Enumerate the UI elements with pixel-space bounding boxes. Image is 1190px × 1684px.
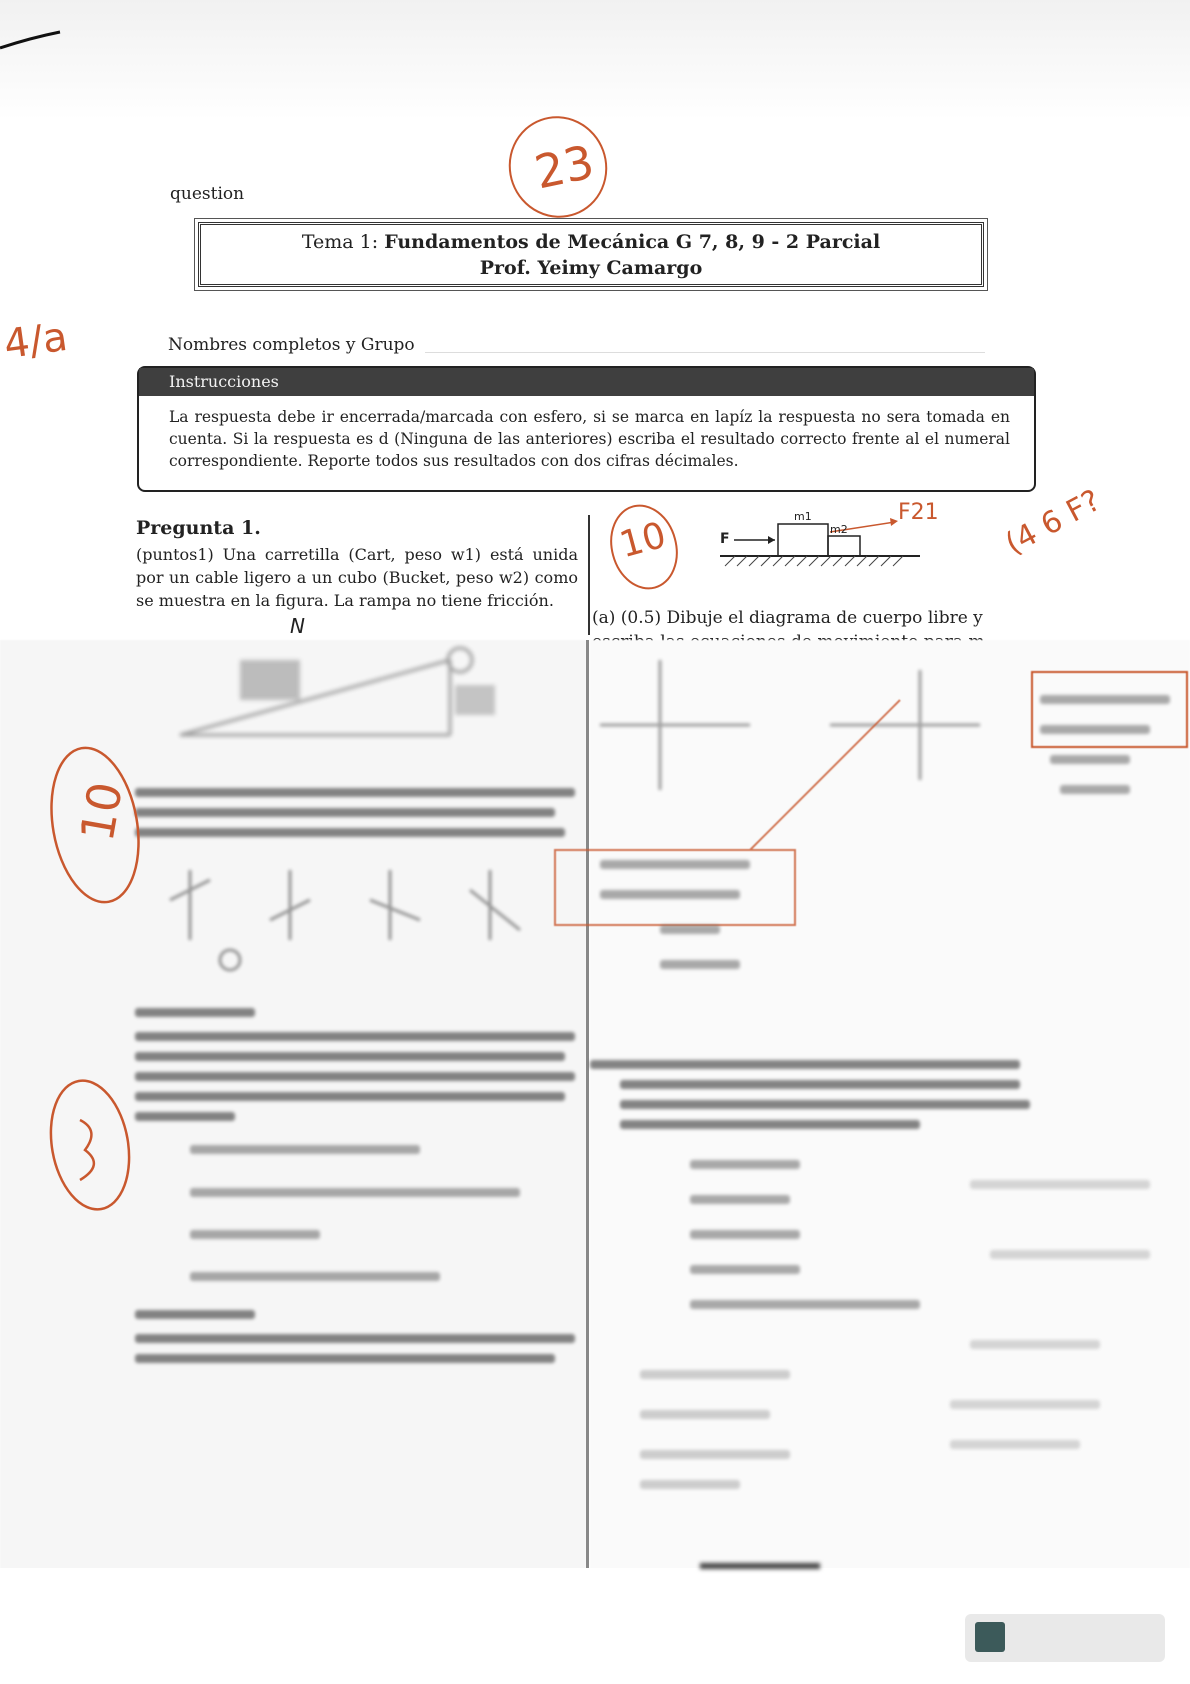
- names-line: [425, 352, 985, 353]
- label-F: F: [720, 531, 730, 547]
- title-box: [198, 222, 984, 287]
- fbd-options: [160, 860, 560, 990]
- part-a-text: (a) (0.5) Dibuje el diagrama de cuerpo libre y: [592, 608, 983, 628]
- instructions-text: La respuesta debe ir encerrada/marcada con esfero, si se marca en lapíz la respuesta no sera tomada en cuenta. Si la respuesta es d (Ninguna de las anteriores) escriba el resultado correcto frente al el numeral correspondiente. Reporte todos sus resultados con dos cifras décimales.: [169, 408, 1010, 470]
- score-circle-lower-2: [40, 1070, 140, 1220]
- score-circle-lower: [40, 735, 150, 915]
- tema-prefix: Tema 1:: [301, 231, 379, 253]
- margin-note: 4/a: [1, 313, 71, 369]
- svg-text:10: 10: [69, 778, 134, 846]
- scan-mark: [700, 1563, 820, 1569]
- f21-label: F21: [898, 500, 939, 525]
- instructions-box: [137, 366, 1036, 492]
- question1-text: (puntos1) Una carretilla (Cart, peso w1) está unida por un cable ligero a un cubo (Bucket, peso w2) como se muestra en la figura. La rampa no tiene fricción.: [136, 545, 578, 610]
- pen-stroke: [0, 20, 70, 60]
- label-m2: m2: [830, 523, 848, 536]
- column-divider: [588, 515, 590, 635]
- note-right: (4 6 F?: [999, 483, 1107, 562]
- label-m1: m1: [794, 510, 812, 523]
- score-10: 10: [615, 514, 671, 567]
- professor: Prof. Yeimy Camargo: [479, 257, 703, 279]
- answer-box-right: [1030, 670, 1190, 750]
- score-top: 23: [530, 134, 599, 200]
- n-label: N: [290, 614, 305, 638]
- question-tag: question: [170, 184, 245, 204]
- blurred-right-column: [590, 640, 1190, 1570]
- subject-title: Fundamentos de Mecánica G 7, 8, 9 - 2 Parcial: [384, 231, 881, 253]
- question1-heading: Pregunta 1.: [136, 517, 261, 539]
- camscanner-logo-icon: [975, 1622, 1005, 1652]
- scan-top-shade: [0, 0, 1190, 120]
- column-divider-lower: [586, 640, 589, 1570]
- ramp-figure: [170, 640, 550, 750]
- names-label: Nombres completos y Grupo: [168, 335, 415, 355]
- instructions-heading: Instrucciones: [139, 368, 1034, 396]
